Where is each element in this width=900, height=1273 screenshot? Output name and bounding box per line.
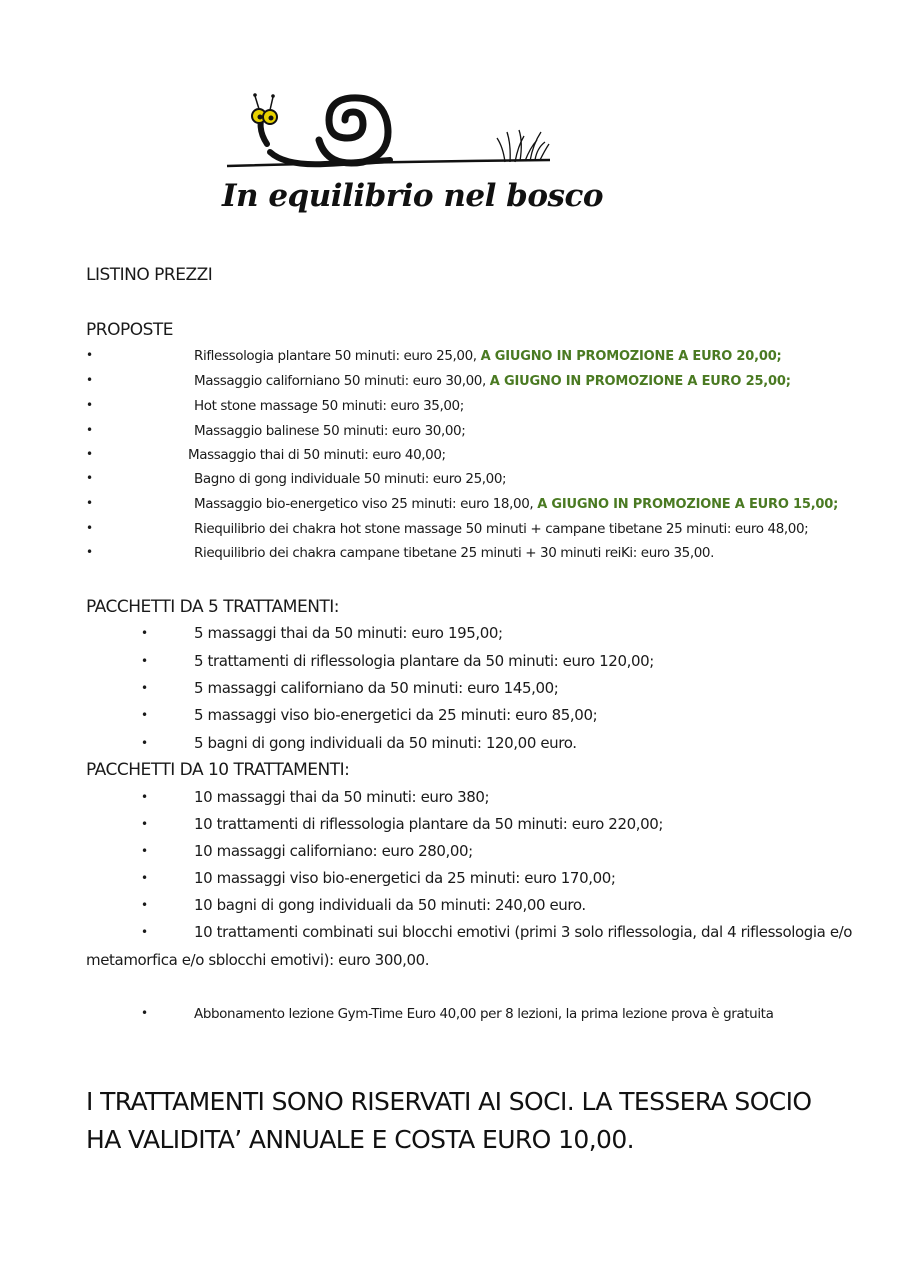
item-text: Hot stone massage 50 minuti: euro 35,00; bbox=[194, 398, 464, 414]
list-item bbox=[86, 1006, 880, 1028]
item-text: Bagno di gong individuale 50 minuti: euro 25,00; bbox=[194, 471, 507, 487]
promo-text: A GIUGNO IN PROMOZIONE A EURO 25,00; bbox=[489, 374, 791, 389]
bullet: • bbox=[141, 898, 148, 912]
bullet: • bbox=[141, 626, 148, 640]
bullet: • bbox=[141, 817, 148, 831]
list-item bbox=[86, 681, 880, 703]
bullet: • bbox=[141, 925, 148, 939]
item-text: 10 massaggi californiano: euro 280,00; bbox=[194, 842, 473, 860]
promo-text: A GIUGNO IN PROMOZIONE A EURO 15,00; bbox=[537, 497, 839, 512]
list-item bbox=[86, 521, 880, 543]
list-item bbox=[86, 348, 880, 370]
list-item bbox=[86, 471, 880, 493]
logo-text: In equilibrio nel bosco bbox=[222, 178, 604, 214]
list-item bbox=[86, 844, 880, 866]
list-item bbox=[86, 871, 880, 893]
list-item bbox=[86, 545, 880, 567]
list-item bbox=[86, 423, 880, 445]
promo-text: A GIUGNO IN PROMOZIONE A EURO 20,00; bbox=[480, 349, 782, 364]
item-text: 10 trattamenti di riflessologia plantare da 50 minuti: euro 220,00; bbox=[194, 815, 664, 833]
bullet: • bbox=[141, 871, 148, 885]
item-text: Massaggio bio-energetico viso 25 minuti: euro 18,00, bbox=[194, 496, 534, 512]
proposte-heading: PROPOSTE bbox=[86, 320, 173, 340]
list-item bbox=[86, 373, 880, 395]
item-text: 10 massaggi viso bio-energetici da 25 minuti: euro 170,00; bbox=[194, 869, 616, 887]
pacchetti5-heading: PACCHETTI DA 5 TRATTAMENTI: bbox=[86, 597, 340, 617]
bullet: • bbox=[141, 790, 148, 804]
bullet: • bbox=[141, 1006, 148, 1020]
list-item bbox=[86, 654, 880, 676]
bullet: • bbox=[141, 708, 148, 722]
item-text: 5 massaggi thai da 50 minuti: euro 195,00; bbox=[194, 624, 503, 642]
pacchetti10-heading: PACCHETTI DA 10 TRATTAMENTI: bbox=[86, 760, 350, 780]
item-text: Massaggio thai di 50 minuti: euro 40,00; bbox=[188, 447, 446, 463]
membership-notice: I TRATTAMENTI SONO RISERVATI AI SOCI. LA TESSERA SOCIO HA VALIDITA’ ANNUALE E COSTA EURO 10,00. bbox=[86, 1087, 812, 1154]
item-text: 10 bagni di gong individuali da 50 minuti: 240,00 euro. bbox=[194, 896, 586, 914]
list-item bbox=[86, 898, 880, 920]
bullet: • bbox=[86, 471, 93, 485]
item-text: Riflessologia plantare 50 minuti: euro 25,00, bbox=[194, 348, 477, 364]
item-text: Massaggio californiano 50 minuti: euro 30,00, bbox=[194, 373, 486, 389]
item-continuation: metamorfica e/o sblocchi emotivi): euro 300,00. bbox=[86, 951, 430, 969]
item-text: 5 massaggi viso bio-energetici da 25 minuti: euro 85,00; bbox=[194, 706, 598, 724]
item-text: 10 massaggi thai da 50 minuti: euro 380; bbox=[194, 788, 490, 806]
list-item bbox=[86, 447, 880, 469]
bullet: • bbox=[86, 423, 93, 437]
item-text: 10 trattamenti combinati sui blocchi emotivi (primi 3 solo riflessologia, dal 4 riflessologia e/o bbox=[194, 923, 853, 941]
bullet: • bbox=[86, 373, 93, 387]
list-item bbox=[86, 398, 880, 420]
list-item bbox=[86, 496, 880, 518]
list-item bbox=[86, 626, 880, 648]
item-text: 5 bagni di gong individuali da 50 minuti: 120,00 euro. bbox=[194, 734, 577, 752]
list-item bbox=[86, 817, 880, 839]
bullet: • bbox=[86, 545, 93, 559]
item-text: Riequilibrio dei chakra campane tibetane 25 minuti + 30 minuti reiKi: euro 35,00. bbox=[194, 545, 715, 561]
gym-text: Abbonamento lezione Gym-Time Euro 40,00 per 8 lezioni, la prima lezione prova è gratuita bbox=[194, 1006, 774, 1022]
list-item bbox=[86, 708, 880, 730]
bullet: • bbox=[141, 736, 148, 750]
bullet: • bbox=[141, 681, 148, 695]
bullet: • bbox=[86, 521, 93, 535]
list-item bbox=[86, 736, 880, 758]
page-title: LISTINO PREZZI bbox=[86, 265, 213, 285]
item-text: 5 trattamenti di riflessologia plantare da 50 minuti: euro 120,00; bbox=[194, 652, 654, 670]
bullet: • bbox=[141, 654, 148, 668]
item-text: Massaggio balinese 50 minuti: euro 30,00; bbox=[194, 423, 466, 439]
bullet: • bbox=[86, 496, 93, 510]
bullet: • bbox=[141, 844, 148, 858]
list-item bbox=[86, 925, 880, 947]
list-item bbox=[86, 790, 880, 812]
bullet: • bbox=[86, 447, 93, 461]
item-text: 5 massaggi californiano da 50 minuti: euro 145,00; bbox=[194, 679, 559, 697]
bullet: • bbox=[86, 398, 93, 412]
item-text: Riequilibrio dei chakra hot stone massage 50 minuti + campane tibetane 25 minuti: euro 48,00; bbox=[194, 521, 809, 537]
bullet: • bbox=[86, 348, 93, 362]
